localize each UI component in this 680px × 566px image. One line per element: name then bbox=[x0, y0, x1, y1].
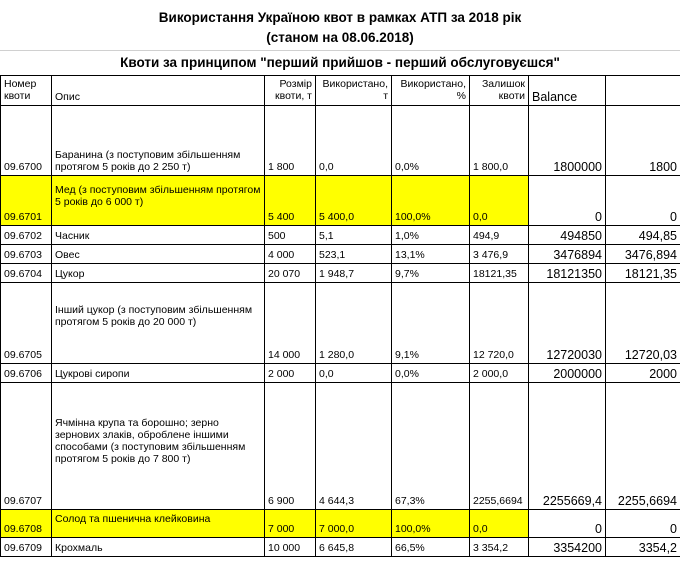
cell-code: 09.6705 bbox=[1, 283, 52, 364]
table-row bbox=[1, 176, 680, 226]
table-row bbox=[1, 106, 680, 176]
header-size: Розмір квоти, т bbox=[265, 76, 316, 106]
cell-used: 1 948,7 bbox=[316, 264, 392, 283]
cell-remain: 0,0 bbox=[470, 176, 529, 226]
cell-remain: 3 476,9 bbox=[470, 245, 529, 264]
cell-size: 20 070 bbox=[265, 264, 316, 283]
table-row bbox=[1, 383, 680, 510]
cell-desc: Солод та пшенична клейковина bbox=[52, 510, 265, 538]
cell-remain: 0,0 bbox=[470, 510, 529, 538]
cell-remain: 494,9 bbox=[470, 226, 529, 245]
cell-size: 14 000 bbox=[265, 283, 316, 364]
cell-code: 09.6709 bbox=[1, 538, 52, 557]
cell-extra: 18121,35 bbox=[606, 264, 680, 283]
cell-extra: 1800 bbox=[606, 106, 680, 176]
cell-extra: 494,85 bbox=[606, 226, 680, 245]
cell-used: 5,1 bbox=[316, 226, 392, 245]
cell-remain: 1 800,0 bbox=[470, 106, 529, 176]
cell-desc: Інший цукор (з поступовим збільшенням протягом 5 років до 20 000 т) bbox=[52, 283, 265, 364]
cell-used-pct: 0,0% bbox=[392, 106, 470, 176]
cell-size: 7 000 bbox=[265, 510, 316, 538]
header-code: Номер квоти bbox=[1, 76, 52, 106]
cell-desc: Часник bbox=[52, 226, 265, 245]
header-desc: Опис bbox=[52, 76, 265, 106]
cell-balance: 0 bbox=[529, 176, 606, 226]
table-row bbox=[1, 538, 680, 557]
cell-code: 09.6703 bbox=[1, 245, 52, 264]
cell-balance: 1800000 bbox=[529, 106, 606, 176]
cell-used: 0,0 bbox=[316, 364, 392, 383]
cell-desc: Мед (з поступовим збільшенням протягом 5 років до 6 000 т) bbox=[52, 176, 265, 226]
cell-used-pct: 9,1% bbox=[392, 283, 470, 364]
cell-balance: 18121350 bbox=[529, 264, 606, 283]
cell-size: 10 000 bbox=[265, 538, 316, 557]
section-title: Квоти за принципом "перший прийшов - перший обслуговуєшся" bbox=[120, 55, 560, 70]
table-row bbox=[1, 226, 680, 245]
cell-size: 2 000 bbox=[265, 364, 316, 383]
cell-size: 4 000 bbox=[265, 245, 316, 264]
quota-table bbox=[0, 75, 680, 557]
table-row bbox=[1, 245, 680, 264]
cell-used: 5 400,0 bbox=[316, 176, 392, 226]
cell-used-pct: 1,0% bbox=[392, 226, 470, 245]
table-row bbox=[1, 264, 680, 283]
header-extra bbox=[606, 76, 680, 106]
header-remain: Залишок квоти bbox=[470, 76, 529, 106]
cell-used: 1 280,0 bbox=[316, 283, 392, 364]
cell-desc: Цукрові сиропи bbox=[52, 364, 265, 383]
cell-balance: 3476894 bbox=[529, 245, 606, 264]
cell-balance: 494850 bbox=[529, 226, 606, 245]
cell-extra: 2000 bbox=[606, 364, 680, 383]
cell-extra: 3354,2 bbox=[606, 538, 680, 557]
cell-code: 09.6706 bbox=[1, 364, 52, 383]
cell-code: 09.6702 bbox=[1, 226, 52, 245]
divider bbox=[0, 50, 680, 51]
table-row bbox=[1, 510, 680, 538]
cell-extra: 3476,894 bbox=[606, 245, 680, 264]
cell-balance: 3354200 bbox=[529, 538, 606, 557]
cell-code: 09.6707 bbox=[1, 383, 52, 510]
cell-code: 09.6700 bbox=[1, 106, 52, 176]
cell-used-pct: 0,0% bbox=[392, 364, 470, 383]
cell-extra: 2255,6694 bbox=[606, 383, 680, 510]
cell-used: 7 000,0 bbox=[316, 510, 392, 538]
cell-balance: 2255669,4 bbox=[529, 383, 606, 510]
cell-extra: 12720,03 bbox=[606, 283, 680, 364]
cell-size: 1 800 bbox=[265, 106, 316, 176]
cell-extra: 0 bbox=[606, 510, 680, 538]
cell-used: 523,1 bbox=[316, 245, 392, 264]
cell-balance: 0 bbox=[529, 510, 606, 538]
cell-used-pct: 100,0% bbox=[392, 176, 470, 226]
cell-used: 0,0 bbox=[316, 106, 392, 176]
cell-remain: 18121,35 bbox=[470, 264, 529, 283]
cell-used-pct: 100,0% bbox=[392, 510, 470, 538]
cell-size: 6 900 bbox=[265, 383, 316, 510]
cell-desc: Овес bbox=[52, 245, 265, 264]
cell-desc: Баранина (з поступовим збільшенням протягом 5 років до 2 250 т) bbox=[52, 106, 265, 176]
header-balance: Balance bbox=[529, 76, 606, 106]
cell-used-pct: 67,3% bbox=[392, 383, 470, 510]
header-used-pct: Використано, % bbox=[392, 76, 470, 106]
table-row bbox=[1, 364, 680, 383]
cell-used-pct: 13,1% bbox=[392, 245, 470, 264]
cell-desc: Крохмаль bbox=[52, 538, 265, 557]
header-used: Використано, т bbox=[316, 76, 392, 106]
cell-remain: 2 000,0 bbox=[470, 364, 529, 383]
cell-used: 4 644,3 bbox=[316, 383, 392, 510]
cell-code: 09.6708 bbox=[1, 510, 52, 538]
cell-used-pct: 66,5% bbox=[392, 538, 470, 557]
cell-size: 500 bbox=[265, 226, 316, 245]
cell-desc: Цукор bbox=[52, 264, 265, 283]
title-line-1: Використання Україною квот в рамках АТП за 2018 рік bbox=[158, 10, 522, 25]
cell-size: 5 400 bbox=[265, 176, 316, 226]
title-line-2: (станом на 08.06.2018) bbox=[266, 30, 414, 45]
table-row bbox=[1, 283, 680, 364]
cell-used: 6 645,8 bbox=[316, 538, 392, 557]
cell-balance: 2000000 bbox=[529, 364, 606, 383]
cell-code: 09.6701 bbox=[1, 176, 52, 226]
cell-remain: 2255,6694 bbox=[470, 383, 529, 510]
cell-used-pct: 9,7% bbox=[392, 264, 470, 283]
cell-code: 09.6704 bbox=[1, 264, 52, 283]
cell-desc: Ячмінна крупа та борошно; зерно зернових злаків, оброблене іншими способами (з поступовим збільшенням протягом 5 років до 7 800 т) bbox=[52, 383, 265, 510]
header-row bbox=[1, 76, 680, 106]
cell-remain: 3 354,2 bbox=[470, 538, 529, 557]
cell-balance: 12720030 bbox=[529, 283, 606, 364]
cell-remain: 12 720,0 bbox=[470, 283, 529, 364]
cell-extra: 0 bbox=[606, 176, 680, 226]
